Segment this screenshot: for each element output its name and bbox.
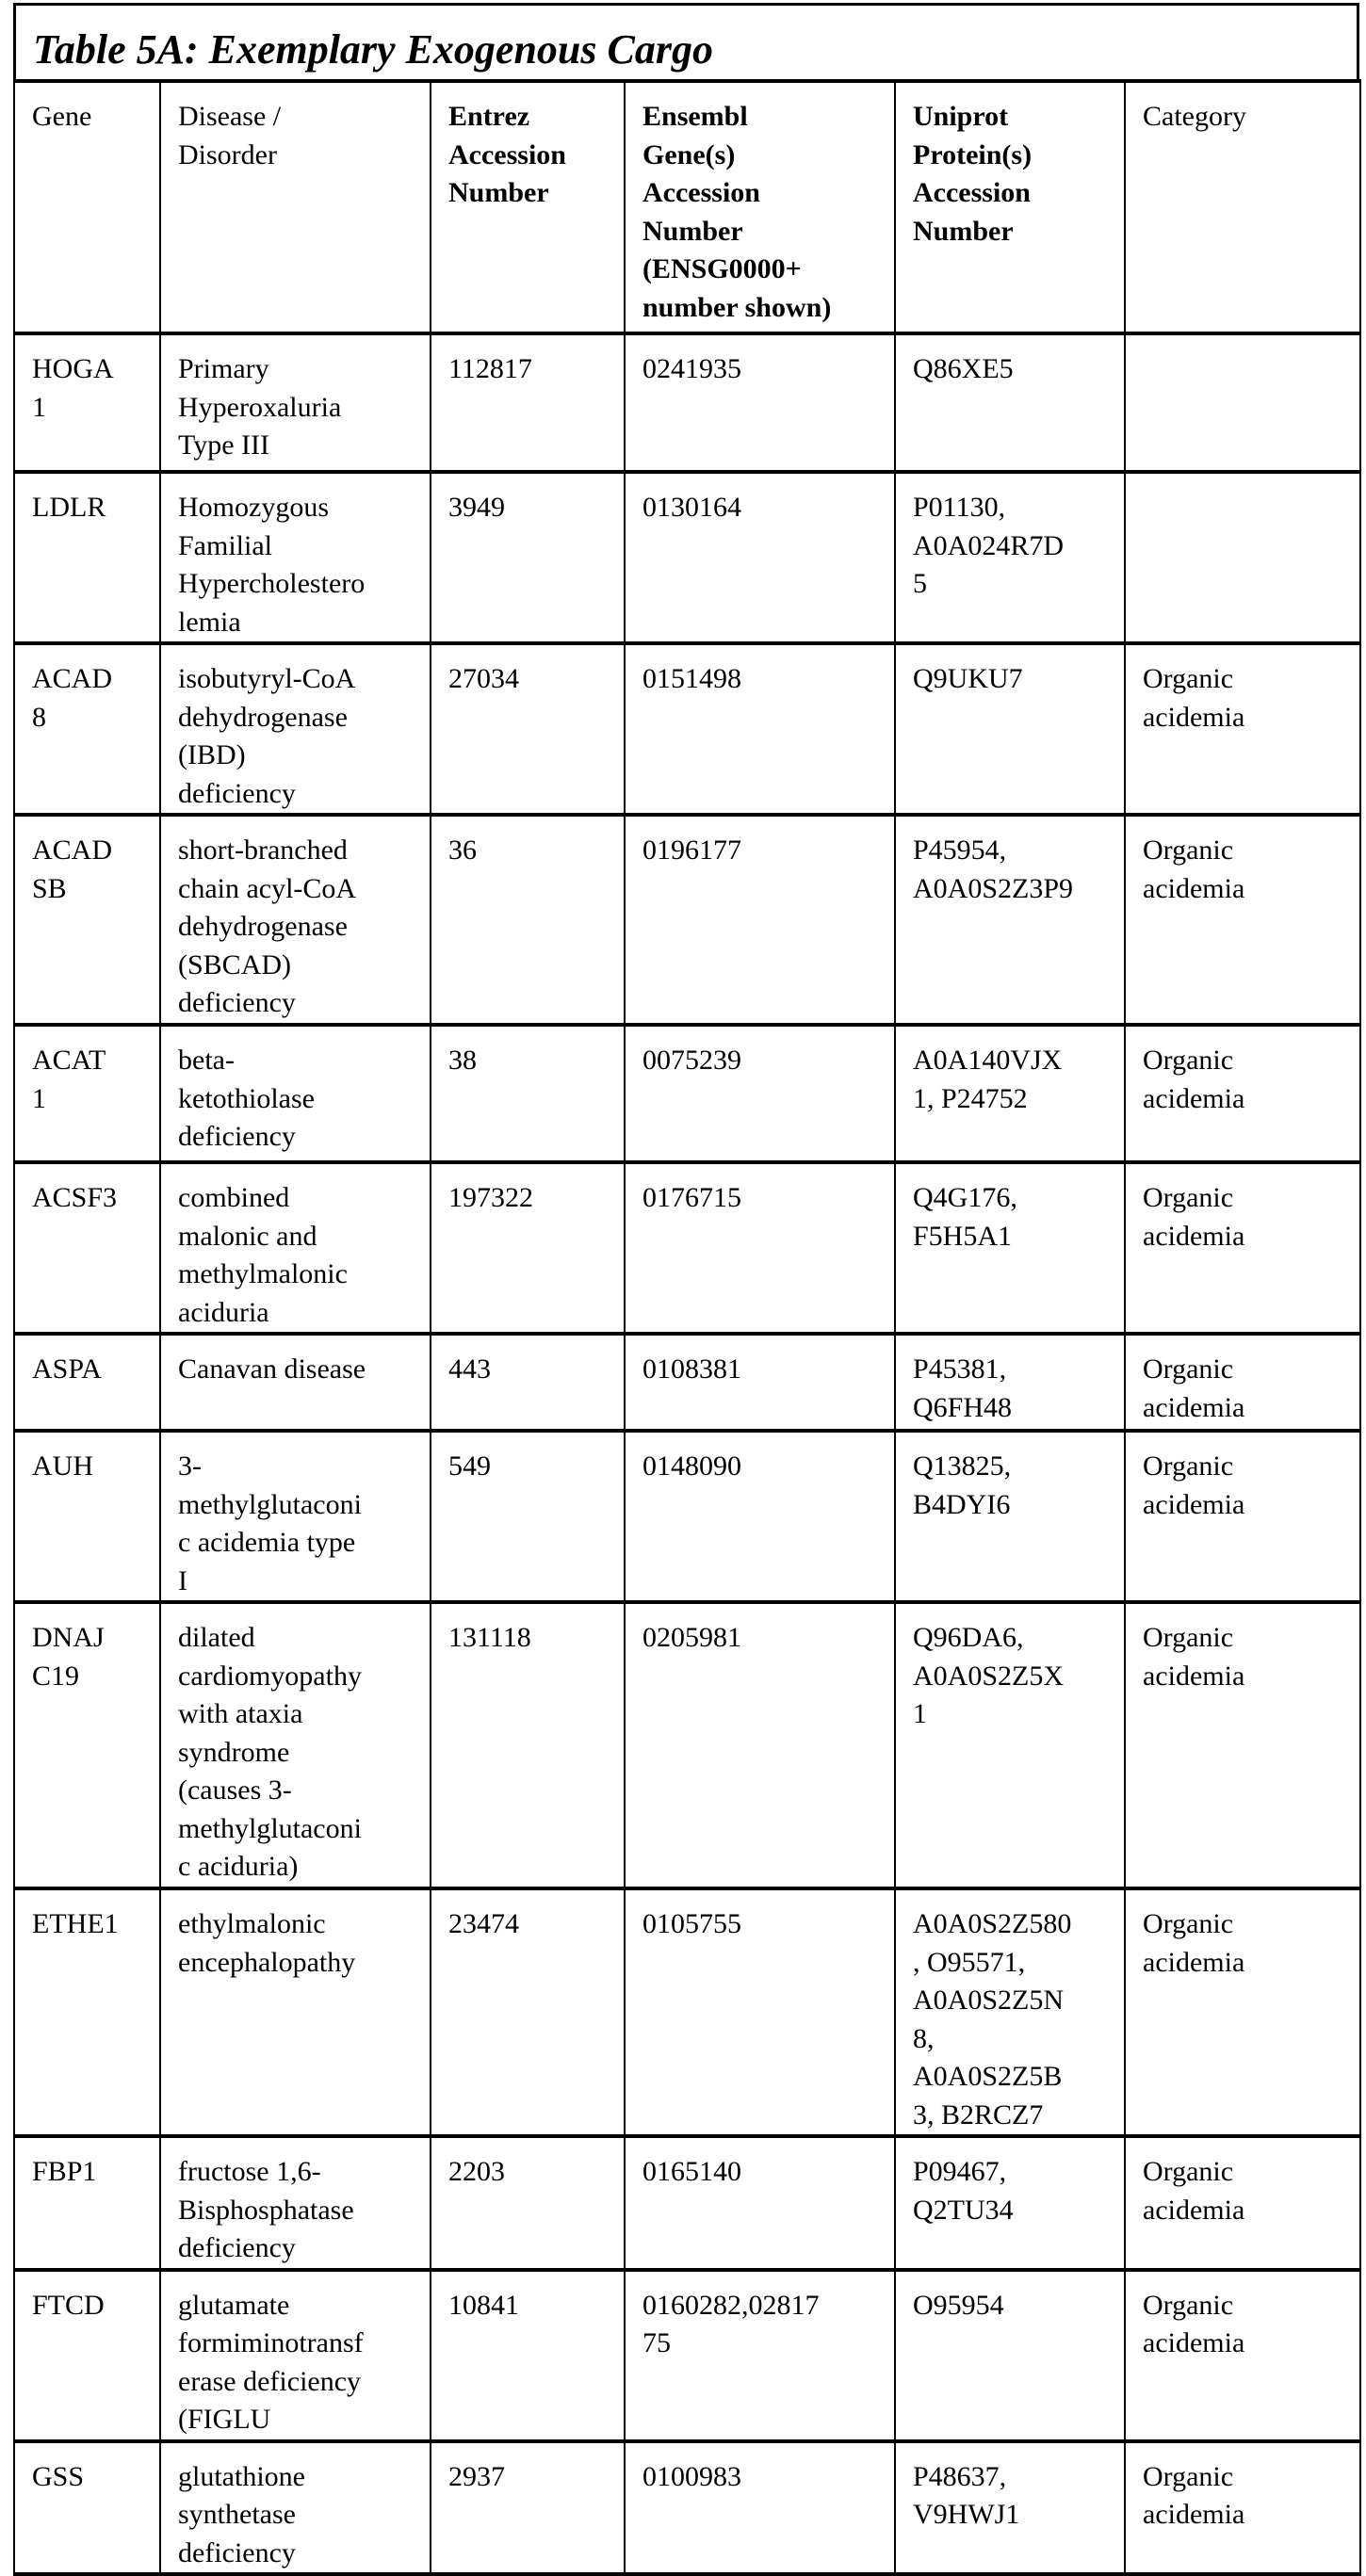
table-row [14, 1888, 1360, 2136]
cell-uniprot: O95954 [895, 2270, 1125, 2441]
cell-category: Organic acidemia [1125, 1431, 1360, 1602]
cell-ensembl: 0160282,02817 75 [625, 2270, 895, 2441]
cell-disease: glutamate formiminotransf erase deficiency (FIGLU [160, 2270, 431, 2441]
table-row [14, 2136, 1360, 2270]
cell-disease: Canavan disease [160, 1334, 431, 1431]
cell-ensembl: 0196177 [625, 815, 895, 1025]
cell-gene: ASPA [14, 1334, 160, 1431]
cell-ensembl: 0148090 [625, 1431, 895, 1602]
cell-entrez: 549 [431, 1431, 625, 1602]
cell-uniprot: Q13825, B4DYI6 [895, 1431, 1125, 1602]
cell-uniprot: A0A140VJX 1, P24752 [895, 1025, 1125, 1162]
cell-gene: ACAD 8 [14, 643, 160, 815]
cell-ensembl: 0130164 [625, 472, 895, 643]
cell-entrez: 131118 [431, 1602, 625, 1888]
cell-gene: ACSF3 [14, 1162, 160, 1334]
cell-disease: 3- methylglutaconi c acidemia type I [160, 1431, 431, 1602]
header-category: Category [1125, 81, 1360, 333]
cell-category: Organic acidemia [1125, 2441, 1360, 2575]
cell-gene: GSS [14, 2441, 160, 2575]
cell-ensembl: 0176715 [625, 1162, 895, 1334]
cell-entrez: 27034 [431, 643, 625, 815]
table-row [14, 333, 1360, 472]
cell-disease: dilated cardiomyopathy with ataxia syndrome (causes 3- methylglutaconi c aciduria) [160, 1602, 431, 1888]
table-title: Table 5A: Exemplary Exogenous Cargo [13, 3, 1359, 79]
table-row [14, 643, 1360, 815]
header-gene: Gene [14, 81, 160, 333]
cell-disease: beta- ketothiolase deficiency [160, 1025, 431, 1162]
cell-disease: glutathione synthetase deficiency [160, 2441, 431, 2575]
cell-gene: ACAD SB [14, 815, 160, 1025]
cell-disease: isobutyryl-CoA dehydrogenase (IBD) deficiency [160, 643, 431, 815]
cell-uniprot: Q4G176, F5H5A1 [895, 1162, 1125, 1334]
cell-disease: combined malonic and methylmalonic aciduria [160, 1162, 431, 1334]
table-row [14, 1431, 1360, 1602]
cell-entrez: 10841 [431, 2270, 625, 2441]
cell-uniprot: Q86XE5 [895, 333, 1125, 472]
cell-uniprot: P48637, V9HWJ1 [895, 2441, 1125, 2575]
table-row [14, 2441, 1360, 2575]
header-ensembl: Ensembl Gene(s) Accession Number (ENSG0000+ number shown) [625, 81, 895, 333]
cell-uniprot: P45954, A0A0S2Z3P9 [895, 815, 1125, 1025]
table-row [14, 1602, 1360, 1888]
header-disease: Disease / Disorder [160, 81, 431, 333]
cell-gene: FBP1 [14, 2136, 160, 2270]
cell-disease: fructose 1,6- Bisphosphatase deficiency [160, 2136, 431, 2270]
cell-category: Organic acidemia [1125, 1888, 1360, 2136]
table-row [14, 815, 1360, 1025]
cell-ensembl: 0075239 [625, 1025, 895, 1162]
cell-uniprot: P45381, Q6FH48 [895, 1334, 1125, 1431]
cell-uniprot: Q96DA6, A0A0S2Z5X 1 [895, 1602, 1125, 1888]
cell-entrez: 23474 [431, 1888, 625, 2136]
cell-ensembl: 0100983 [625, 2441, 895, 2575]
cell-category: Organic acidemia [1125, 815, 1360, 1025]
table-container [13, 3, 1359, 2576]
table-row [14, 2270, 1360, 2441]
cell-category: Organic acidemia [1125, 1162, 1360, 1334]
table-row [14, 1162, 1360, 1334]
cell-entrez: 3949 [431, 472, 625, 643]
cell-disease: Homozygous Familial Hypercholestero lemia [160, 472, 431, 643]
cell-ensembl: 0151498 [625, 643, 895, 815]
table-row [14, 1025, 1360, 1162]
exogenous-cargo-table [13, 79, 1361, 2576]
cell-category: Organic acidemia [1125, 2136, 1360, 2270]
cell-category: Organic acidemia [1125, 643, 1360, 815]
header-row [14, 81, 1360, 333]
cell-entrez: 112817 [431, 333, 625, 472]
cell-uniprot: A0A0S2Z580 , O95571, A0A0S2Z5N 8, A0A0S2Z5B 3, B2RCZ7 [895, 1888, 1125, 2136]
cell-entrez: 197322 [431, 1162, 625, 1334]
cell-ensembl: 0108381 [625, 1334, 895, 1431]
cell-category: Organic acidemia [1125, 2270, 1360, 2441]
table-row [14, 472, 1360, 643]
cell-gene: DNAJ C19 [14, 1602, 160, 1888]
cell-category: Organic acidemia [1125, 1334, 1360, 1431]
cell-gene: HOGA 1 [14, 333, 160, 472]
cell-disease: Primary Hyperoxaluria Type III [160, 333, 431, 472]
cell-ensembl: 0205981 [625, 1602, 895, 1888]
cell-category [1125, 333, 1360, 472]
cell-gene: AUH [14, 1431, 160, 1602]
header-uniprot: Uniprot Protein(s) Accession Number [895, 81, 1125, 333]
cell-category: Organic acidemia [1125, 1602, 1360, 1888]
cell-entrez: 443 [431, 1334, 625, 1431]
cell-gene: FTCD [14, 2270, 160, 2441]
cell-ensembl: 0165140 [625, 2136, 895, 2270]
cell-uniprot: P09467, Q2TU34 [895, 2136, 1125, 2270]
cell-entrez: 36 [431, 815, 625, 1025]
cell-category [1125, 472, 1360, 643]
cell-gene: ETHE1 [14, 1888, 160, 2136]
table-row [14, 1334, 1360, 1431]
cell-disease: short-branched chain acyl-CoA dehydrogenase (SBCAD) deficiency [160, 815, 431, 1025]
cell-category: Organic acidemia [1125, 1025, 1360, 1162]
header-entrez: Entrez Accession Number [431, 81, 625, 333]
cell-entrez: 2937 [431, 2441, 625, 2575]
cell-ensembl: 0241935 [625, 333, 895, 472]
cell-uniprot: P01130, A0A024R7D 5 [895, 472, 1125, 643]
cell-entrez: 38 [431, 1025, 625, 1162]
cell-disease: ethylmalonic encephalopathy [160, 1888, 431, 2136]
cell-gene: ACAT 1 [14, 1025, 160, 1162]
cell-ensembl: 0105755 [625, 1888, 895, 2136]
cell-entrez: 2203 [431, 2136, 625, 2270]
cell-gene: LDLR [14, 472, 160, 643]
cell-uniprot: Q9UKU7 [895, 643, 1125, 815]
